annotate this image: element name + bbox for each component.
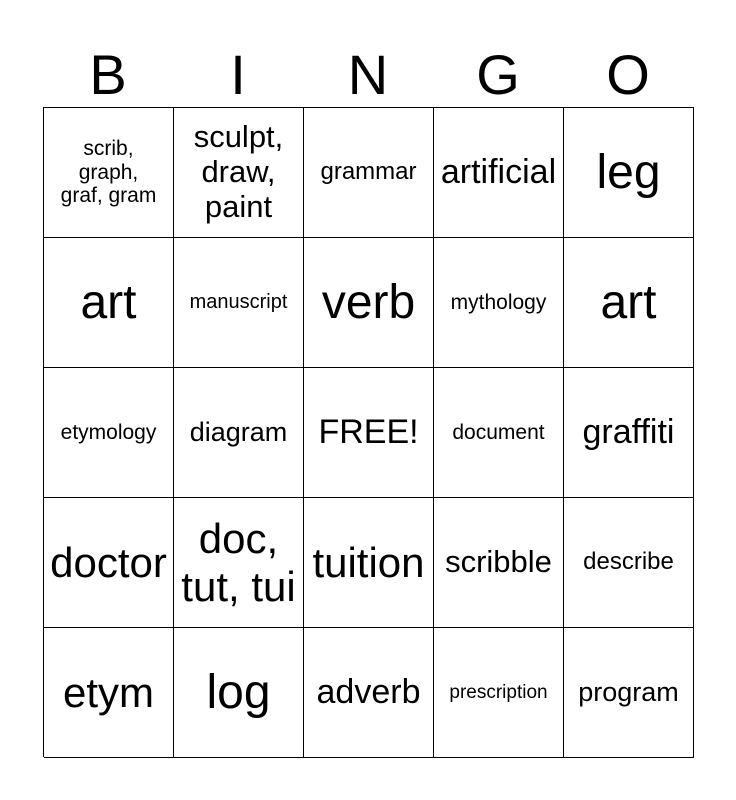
bingo-cell[interactable] — [304, 368, 434, 498]
bingo-cell[interactable] — [434, 368, 564, 498]
bingo-cell[interactable] — [44, 238, 174, 368]
bingo-cell[interactable] — [434, 628, 564, 758]
bingo-cell[interactable] — [174, 628, 304, 758]
bingo-cell[interactable] — [304, 108, 434, 238]
bingo-cell[interactable] — [434, 108, 564, 238]
bingo-cell[interactable] — [174, 108, 304, 238]
cell-text: artificial — [440, 153, 557, 192]
cell-text: diagram — [189, 417, 288, 448]
cell-text: manuscript — [189, 291, 288, 314]
cell-text: scrib, graph, graf, gram — [60, 137, 157, 208]
cell-text: grammar — [320, 158, 417, 186]
bingo-cell[interactable] — [434, 238, 564, 368]
cell-text: prescription — [449, 681, 548, 703]
cell-text: scribble — [445, 544, 552, 580]
bingo-cell[interactable] — [304, 628, 434, 758]
header-letter-b: B — [89, 43, 127, 106]
cell-text: etym — [62, 668, 154, 716]
cell-text: art — [80, 275, 137, 329]
bingo-cell[interactable] — [174, 368, 304, 498]
cell-text: doctor — [50, 538, 167, 586]
header-letter-o: O — [606, 43, 650, 106]
cell-text: leg — [596, 145, 661, 199]
bingo-cell[interactable] — [564, 498, 694, 628]
cell-text: sculpt, draw, paint — [193, 119, 284, 224]
bingo-cell[interactable] — [564, 238, 694, 368]
cell-text: describe — [583, 548, 674, 576]
bingo-cell[interactable] — [44, 368, 174, 498]
cell-text: art — [600, 275, 657, 329]
bingo-cell[interactable] — [304, 498, 434, 628]
cell-text: tuition — [312, 538, 425, 586]
cell-text: doc, tut, tui — [181, 515, 296, 610]
bingo-cell[interactable] — [434, 498, 564, 628]
cell-text: mythology — [450, 290, 547, 314]
cell-text: document — [452, 420, 545, 444]
cell-text: program — [578, 677, 679, 708]
cell-text: adverb — [316, 673, 421, 712]
bingo-board — [43, 107, 694, 757]
bingo-cell[interactable] — [44, 498, 174, 628]
bingo-header — [43, 42, 693, 108]
cell-text: graffiti — [582, 413, 675, 452]
bingo-cell[interactable] — [564, 368, 694, 498]
bingo-cell[interactable] — [174, 238, 304, 368]
bingo-cell[interactable] — [564, 108, 694, 238]
header-letter-g: G — [476, 43, 520, 106]
cell-text: etymology — [60, 420, 157, 444]
bingo-cell[interactable] — [44, 628, 174, 758]
cell-text: verb — [321, 275, 416, 329]
header-letter-n: N — [347, 43, 389, 106]
cell-text: FREE! — [318, 413, 419, 452]
bingo-cell[interactable] — [304, 238, 434, 368]
bingo-cell[interactable] — [174, 498, 304, 628]
bingo-cell[interactable] — [564, 628, 694, 758]
header-letter-i: I — [230, 43, 246, 106]
cell-text: log — [206, 665, 271, 719]
bingo-cell[interactable] — [44, 108, 174, 238]
